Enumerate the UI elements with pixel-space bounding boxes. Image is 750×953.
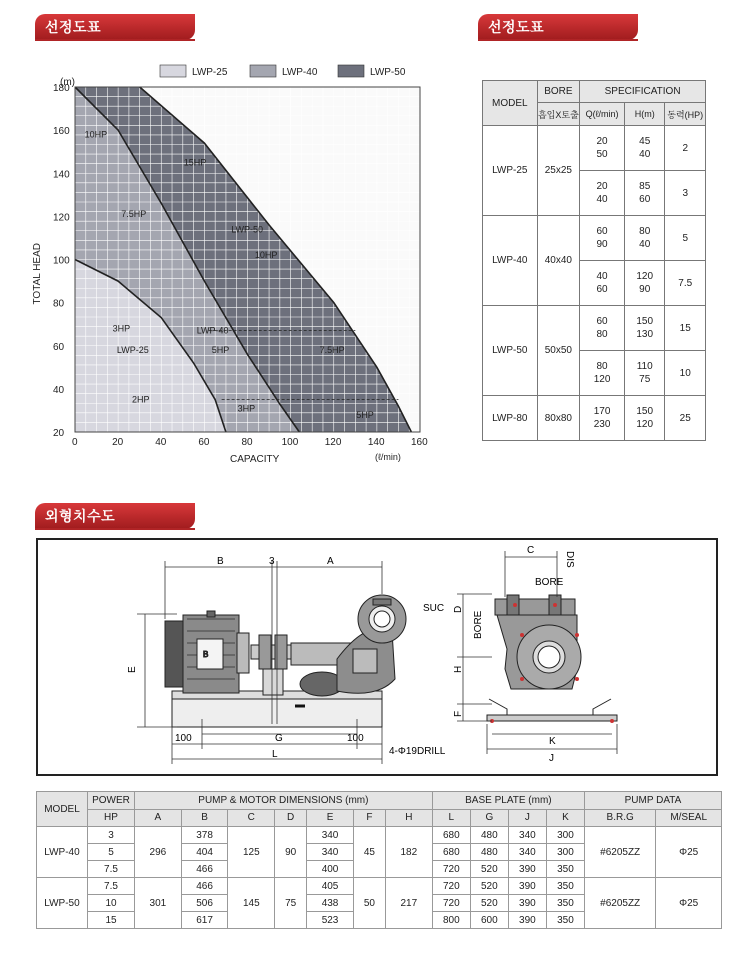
dim-k: 350 xyxy=(546,878,584,895)
drill-label: 4-Φ19DRILL xyxy=(389,746,446,757)
dim-e: 523 xyxy=(307,912,354,929)
dim-e: 400 xyxy=(307,861,354,878)
col-m-seal: M/SEAL xyxy=(656,809,722,827)
y-tick-label: 140 xyxy=(53,169,70,181)
curve-annotation: LWP-25 xyxy=(116,345,149,356)
curve-annotation: 3HP xyxy=(112,323,131,334)
curve-annotation: 7.5HP xyxy=(319,345,345,356)
legend-swatch-lwp-25 xyxy=(160,65,186,77)
dim-j: 390 xyxy=(508,895,546,912)
dim-g: 520 xyxy=(470,861,508,878)
spec-h: 150 120 xyxy=(624,396,665,441)
dim-b: 617 xyxy=(181,912,228,929)
section-tab-selection-chart: 선정도표 xyxy=(35,14,195,40)
x-tick-label: 0 xyxy=(72,437,78,448)
dim-k: 300 xyxy=(546,827,584,844)
dim-hp: 5 xyxy=(88,844,135,861)
bore-side-label: BORE xyxy=(473,610,484,639)
col-c: C xyxy=(228,809,275,827)
x-tick-label: 140 xyxy=(367,437,385,448)
dim-j: 390 xyxy=(508,912,546,929)
y-tick-label: 60 xyxy=(53,341,65,353)
spec-hp: 3 xyxy=(665,171,706,216)
spec-h: 110 75 xyxy=(624,351,665,396)
section-underline xyxy=(35,528,195,530)
dim-l: 720 xyxy=(432,878,470,895)
x-tick-label: 20 xyxy=(112,437,124,448)
dim-brg: #6205ZZ xyxy=(584,827,655,878)
dim-g: 600 xyxy=(470,912,508,929)
col-pump-motor: PUMP & MOTOR DIMENSIONS (mm) xyxy=(135,792,433,810)
pump-body xyxy=(291,595,406,706)
spec-hp: 10 xyxy=(665,351,706,396)
col-f: F xyxy=(353,809,385,827)
dim-e: 405 xyxy=(307,878,354,895)
spec-row xyxy=(483,216,706,261)
spec-model: LWP-40 xyxy=(483,216,538,306)
curve-annotation: 7.5HP xyxy=(121,209,147,220)
dim-b: 466 xyxy=(181,878,228,895)
dim-c: 125 xyxy=(228,827,275,878)
spec-h: 80 40 xyxy=(624,216,665,261)
spec-row xyxy=(483,306,706,351)
spec-q: 170 230 xyxy=(580,396,625,441)
col-spec: SPECIFICATION xyxy=(580,81,706,103)
spec-h: 150 130 xyxy=(624,306,665,351)
y-tick-label: 100 xyxy=(53,255,70,267)
col-bore: BORE xyxy=(537,81,580,103)
dim-g: 480 xyxy=(470,827,508,844)
spec-table xyxy=(482,80,706,441)
spec-q: 40 60 xyxy=(580,261,625,306)
spec-q: 60 90 xyxy=(580,216,625,261)
curve-annotation: LWP-50 xyxy=(231,224,264,235)
col-j: J xyxy=(508,809,546,827)
x-tick-label: 100 xyxy=(281,437,299,448)
y-tick-label: 180 xyxy=(53,83,70,94)
dim-hp: 15 xyxy=(88,912,135,929)
dim-brg: #6205ZZ xyxy=(584,878,655,929)
outline-drawing xyxy=(37,539,717,775)
x-axis-label: CAPACITY xyxy=(230,454,280,465)
col-g: G xyxy=(470,809,508,827)
dim-c: 145 xyxy=(228,878,275,929)
spec-row xyxy=(483,396,706,441)
x-tick-label: 60 xyxy=(198,437,210,448)
front-view xyxy=(487,595,617,721)
curve-annotation: 5HP xyxy=(211,345,230,356)
dimension-table xyxy=(36,791,722,929)
dim-label-A: A xyxy=(327,556,334,567)
dim-b: 466 xyxy=(181,861,228,878)
dim-row xyxy=(37,878,722,895)
dim-b: 378 xyxy=(181,827,228,844)
dim-label-B: B xyxy=(217,556,224,567)
dim-hp: 10 xyxy=(88,895,135,912)
y-tick-label: 40 xyxy=(53,384,65,396)
dim-e: 438 xyxy=(307,895,354,912)
col-l: L xyxy=(432,809,470,827)
spec-bore: 80x80 xyxy=(537,396,580,441)
section-underline xyxy=(478,39,638,41)
dim-row xyxy=(37,827,722,844)
dim-label-K: K xyxy=(549,736,556,747)
curve-annotation: 2HP xyxy=(132,394,150,405)
coupling xyxy=(251,635,291,695)
dim-l: 680 xyxy=(432,844,470,861)
spec-model: LWP-50 xyxy=(483,306,538,396)
legend-swatch-lwp-40 xyxy=(250,65,276,77)
col-h: H(m) xyxy=(624,103,665,126)
curve-annotation: 5HP xyxy=(356,409,374,420)
x-tick-label: 160 xyxy=(411,437,428,448)
dim-b: 404 xyxy=(181,844,228,861)
section-tab-selection-table: 선정도표 xyxy=(478,14,638,40)
spec-q: 20 50 xyxy=(580,126,625,171)
dim-a: 301 xyxy=(135,878,182,929)
dim-j: 340 xyxy=(508,827,546,844)
selection-chart xyxy=(20,55,460,475)
dim-b: 506 xyxy=(181,895,228,912)
col-b: B xyxy=(181,809,228,827)
curve-annotation: 10HP xyxy=(84,129,108,140)
spec-hp: 2 xyxy=(665,126,706,171)
dim-label-E: E xyxy=(127,666,138,673)
col-model: MODEL xyxy=(37,792,88,827)
dim-k: 350 xyxy=(546,912,584,929)
x-tick-label: 120 xyxy=(324,437,342,448)
dim-label-G: G xyxy=(275,733,283,744)
dim-e: 340 xyxy=(307,827,354,844)
col-hp: HP xyxy=(88,809,135,827)
dim-j: 390 xyxy=(508,861,546,878)
dim-e: 340 xyxy=(307,844,354,861)
bore-top-label: BORE xyxy=(535,577,564,588)
dim-h: 217 xyxy=(385,878,432,929)
col-bore-sub: 흡입X토출 xyxy=(537,103,580,126)
spec-bore: 40x40 xyxy=(537,216,580,306)
dim-label-100-right: 100 xyxy=(347,733,364,744)
suc-label: SUC xyxy=(423,603,445,614)
x-axis-unit: (ℓ/min) xyxy=(375,452,401,462)
motor xyxy=(165,611,249,693)
col-q: Q(ℓ/min) xyxy=(580,103,625,126)
x-tick-label: 40 xyxy=(155,437,167,448)
dim-label-F: F xyxy=(453,710,464,717)
dim-k: 350 xyxy=(546,861,584,878)
y-tick-label: 120 xyxy=(53,212,70,224)
spec-bore: 25x25 xyxy=(537,126,580,216)
spec-h: 45 40 xyxy=(624,126,665,171)
y-axis-unit: (m) xyxy=(60,77,75,88)
spec-hp: 5 xyxy=(665,216,706,261)
spec-h: 85 60 xyxy=(624,171,665,216)
col-pump-data: PUMP DATA xyxy=(584,792,721,810)
dim-h: 182 xyxy=(385,827,432,878)
dim-label-L: L xyxy=(272,749,278,760)
curve-annotation: 10HP xyxy=(254,250,278,261)
dim-label-D: D xyxy=(453,605,464,613)
dim-hp: 3 xyxy=(88,827,135,844)
dim-seal: Φ25 xyxy=(656,878,722,929)
legend-swatch-lwp-50 xyxy=(338,65,364,77)
col-d: D xyxy=(275,809,307,827)
dim-label-C: C xyxy=(527,545,535,556)
spec-q: 60 80 xyxy=(580,306,625,351)
spec-hp: 7.5 xyxy=(665,261,706,306)
col-a: A xyxy=(135,809,182,827)
dim-g: 520 xyxy=(470,878,508,895)
dim-model: LWP-40 xyxy=(37,827,88,878)
dim-d: 75 xyxy=(275,878,307,929)
curve-annotation: LWP-40 xyxy=(196,325,229,336)
spec-q: 80 120 xyxy=(580,351,625,396)
spec-bore: 50x50 xyxy=(537,306,580,396)
col-b-r-g: B.R.G xyxy=(584,809,655,827)
dim-a: 296 xyxy=(135,827,182,878)
dim-hp: 7.5 xyxy=(88,878,135,895)
y-tick-label: 20 xyxy=(53,428,65,439)
dim-l: 720 xyxy=(432,895,470,912)
spec-model: LWP-80 xyxy=(483,396,538,441)
col-h: H xyxy=(385,809,432,827)
dim-label-J: J xyxy=(549,753,554,764)
legend-label-lwp-25: LWP-25 xyxy=(192,67,228,78)
dim-k: 300 xyxy=(546,844,584,861)
dim-hp: 7.5 xyxy=(88,861,135,878)
section-underline xyxy=(35,39,195,41)
dim-d: 90 xyxy=(275,827,307,878)
col-e: E xyxy=(307,809,354,827)
dim-g: 520 xyxy=(470,895,508,912)
y-tick-label: 80 xyxy=(53,298,65,310)
svg-text:B: B xyxy=(203,650,209,659)
y-axis-label: TOTAL HEAD xyxy=(32,243,43,305)
dim-f: 45 xyxy=(353,827,385,878)
section-tab-outline: 외형치수도 xyxy=(35,503,195,529)
dim-l: 720 xyxy=(432,861,470,878)
dim-g: 480 xyxy=(470,844,508,861)
spec-model: LWP-25 xyxy=(483,126,538,216)
curve-annotation: 3HP xyxy=(237,403,256,414)
dim-label-H: H xyxy=(453,665,464,673)
col-k: K xyxy=(546,809,584,827)
col-model: MODEL xyxy=(483,81,538,126)
dim-label-3: 3 xyxy=(269,556,275,567)
spec-h: 120 90 xyxy=(624,261,665,306)
dim-label-100-left: 100 xyxy=(175,733,192,744)
dim-seal: Φ25 xyxy=(656,827,722,878)
dim-j: 340 xyxy=(508,844,546,861)
dis-label: DIS xyxy=(564,551,575,568)
legend-label-lwp-50: LWP-50 xyxy=(370,67,406,78)
dim-l: 680 xyxy=(432,827,470,844)
x-tick-label: 80 xyxy=(241,437,253,448)
dim-f: 50 xyxy=(353,878,385,929)
y-tick-label: 160 xyxy=(53,126,70,138)
spec-hp: 15 xyxy=(665,306,706,351)
dim-l: 800 xyxy=(432,912,470,929)
col-power: 동력(HP) xyxy=(665,103,706,126)
curve-annotation: 15HP xyxy=(183,157,207,168)
dim-model: LWP-50 xyxy=(37,878,88,929)
col-base-plate: BASE PLATE (mm) xyxy=(432,792,584,810)
legend-label-lwp-40: LWP-40 xyxy=(282,67,318,78)
spec-hp: 25 xyxy=(665,396,706,441)
spec-row xyxy=(483,126,706,171)
col-power: POWER xyxy=(88,792,135,810)
dim-k: 350 xyxy=(546,895,584,912)
spec-q: 20 40 xyxy=(580,171,625,216)
dim-j: 390 xyxy=(508,878,546,895)
